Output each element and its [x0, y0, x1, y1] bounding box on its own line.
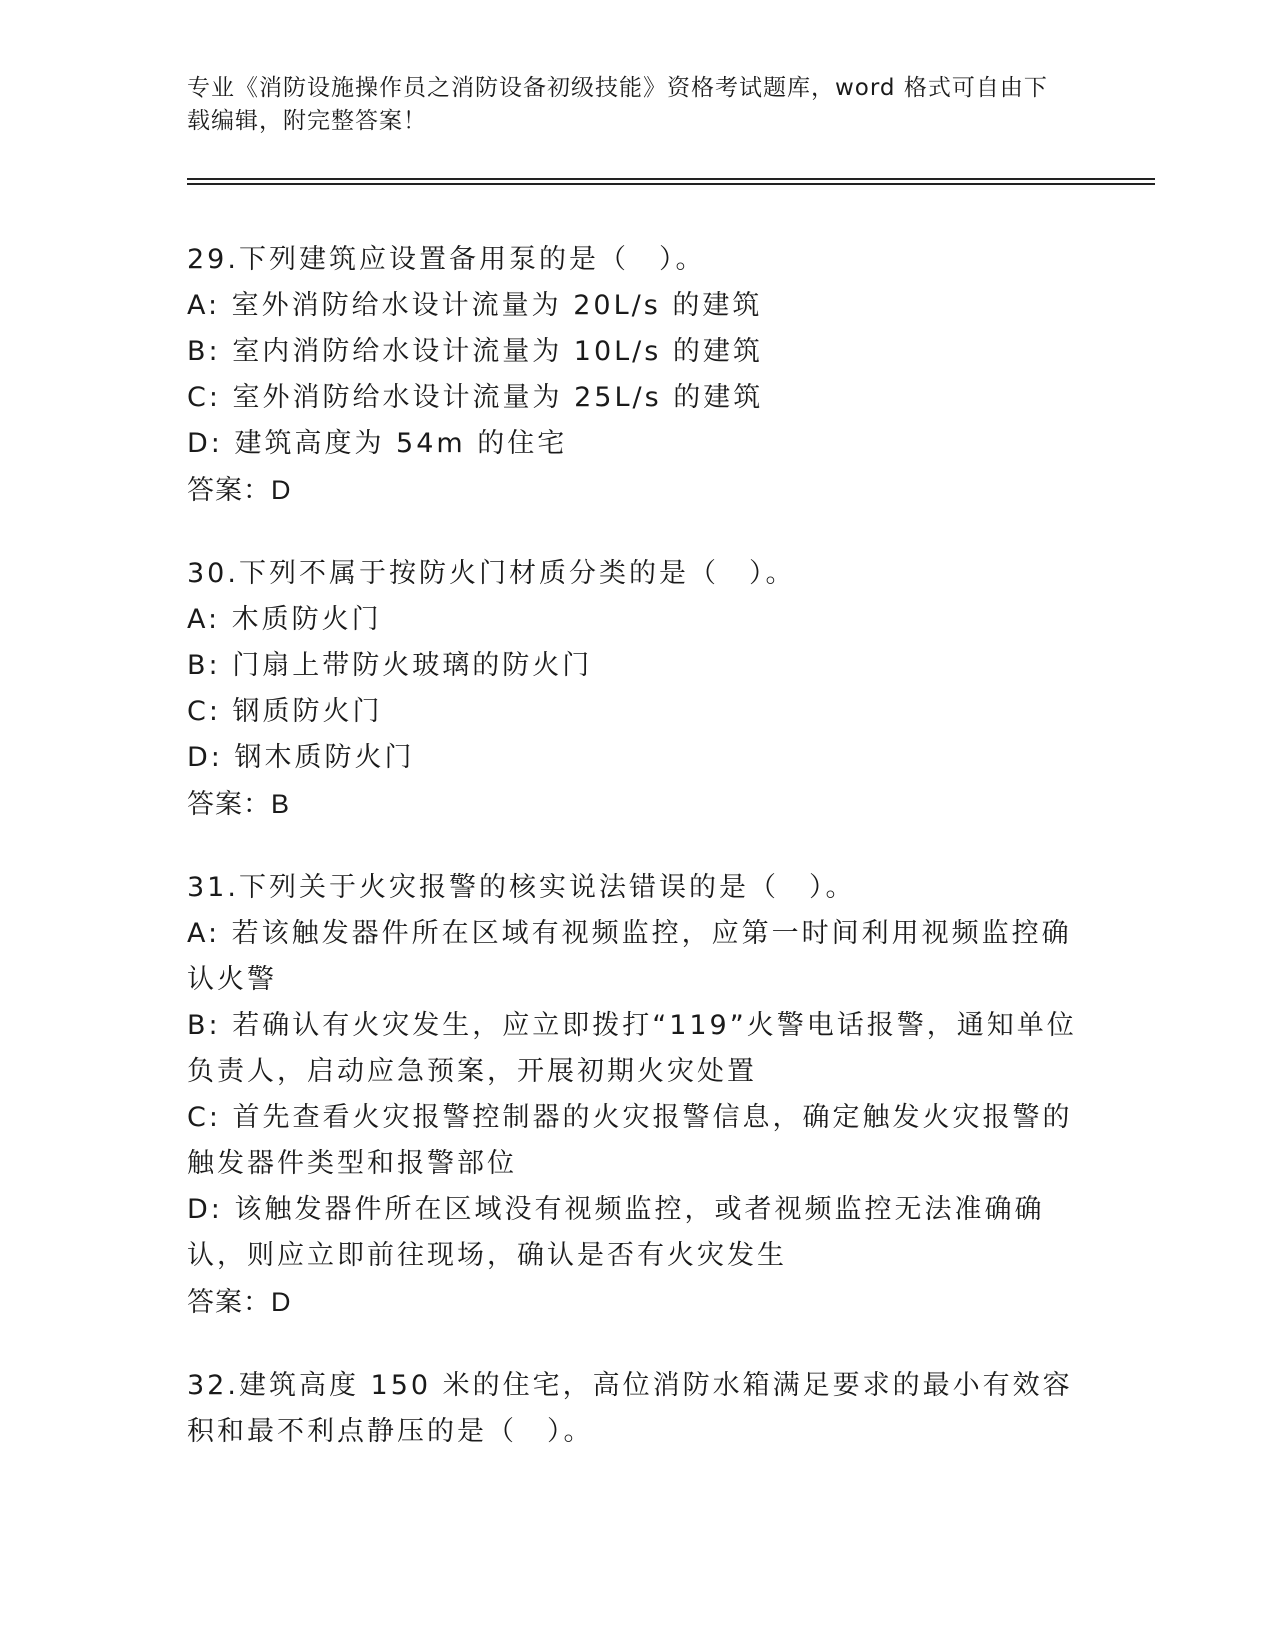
option-c: C: 钢质防火门: [187, 696, 383, 727]
question-stem: 31.下列关于火灾报警的核实说法错误的是（ ）。: [187, 872, 856, 903]
option-d: D: 钢木质防火门: [187, 742, 415, 773]
option-a: A: 若该触发器件所在区域有视频监控，应第一时间利用视频监控确认火警: [187, 918, 1072, 995]
option-a: A: 室外消防给水设计流量为 20L/s 的建筑: [187, 290, 763, 321]
option-b: B: 室内消防给水设计流量为 10L/s 的建筑: [187, 336, 763, 367]
question-stem: 32.建筑高度 150 米的住宅，高位消防水箱满足要求的最小有效容积和最不利点静压的是（ ）。: [187, 1370, 1073, 1447]
question-30: [187, 551, 1087, 827]
answer: 答案：B: [187, 789, 291, 819]
question-32: [187, 1363, 1087, 1455]
option-c: C: 首先查看火灾报警控制器的火灾报警信息，确定触发火灾报警的触发器件类型和报警部位: [187, 1102, 1073, 1179]
option-d: D: 建筑高度为 54m 的住宅: [187, 428, 568, 459]
question-29: [187, 237, 1087, 513]
option-d: D: 该触发器件所在区域没有视频监控，或者视频监控无法准确确认，则应立即前往现场，确认是否有火灾发生: [187, 1194, 1045, 1271]
question-list: [187, 237, 1087, 1493]
answer: 答案：D: [187, 475, 292, 505]
question-stem: 30.下列不属于按防火门材质分类的是（ ）。: [187, 558, 796, 589]
header-divider-top: [187, 178, 1155, 180]
question-31: [187, 865, 1087, 1325]
header-divider-bottom: [187, 183, 1155, 185]
document-header: 专业《消防设施操作员之消防设备初级技能》资格考试题库，word 格式可自由下载编辑，附完整答案！: [187, 75, 1048, 134]
option-c: C: 室外消防给水设计流量为 25L/s 的建筑: [187, 382, 764, 413]
option-b: B: 若确认有火灾发生，应立即拨打“119”火警电话报警，通知单位负责人，启动应急预案，开展初期火灾处置: [187, 1010, 1077, 1087]
answer: 答案：D: [187, 1287, 292, 1317]
option-a: A: 木质防火门: [187, 604, 382, 635]
option-b: B: 门扇上带防火玻璃的防火门: [187, 650, 593, 681]
question-stem: 29.下列建筑应设置备用泵的是（ ）。: [187, 244, 706, 275]
